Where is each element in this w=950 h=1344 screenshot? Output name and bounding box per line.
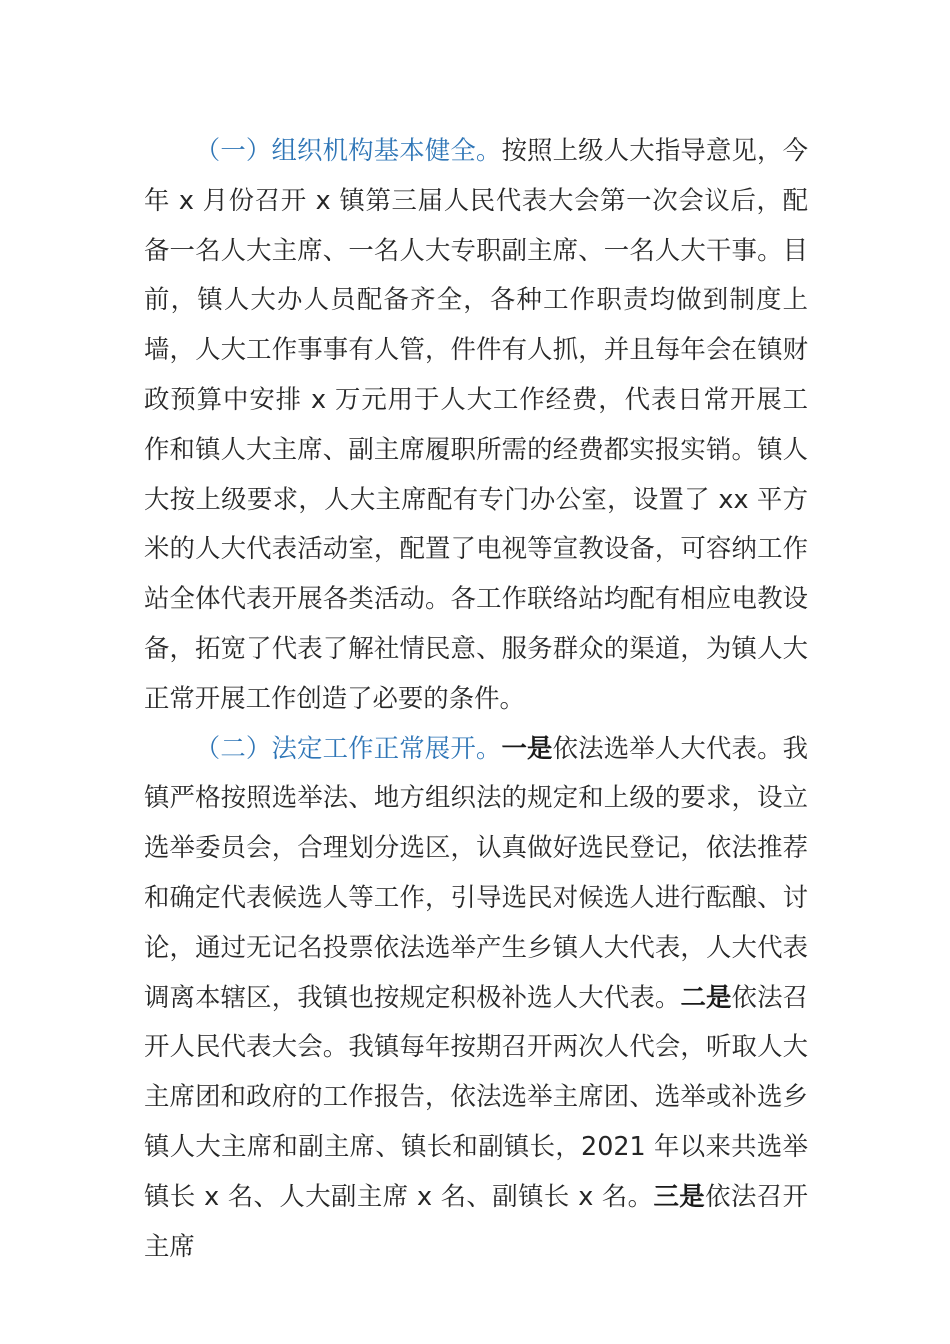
document-body bbox=[144, 126, 808, 1271]
paragraph-statutory-work bbox=[144, 724, 808, 1272]
section-heading-organization: （一）组织机构基本健全。 bbox=[194, 135, 502, 165]
paragraph-text: 依法召开主席 bbox=[144, 1180, 809, 1261]
paragraph-organization bbox=[144, 126, 808, 724]
bold-marker-first: 一是 bbox=[501, 732, 553, 763]
section-heading-statutory-work: （二）法定工作正常展开。 bbox=[194, 732, 502, 763]
paragraph-text: 依法召开人民代表大会。我镇每年按期召开两次人代会，听取人大主席团和政府的工作报告，依法选举主席团、选举或补选乡镇人大主席和副主席、镇长和副镇长，2021 年以来共选举镇长 x 名、人大副主席 x 名、副镇长 x 名。 bbox=[144, 981, 809, 1211]
bold-marker-second: 二是 bbox=[680, 981, 732, 1012]
paragraph-text: 按照上级人大指导意见，今年 x 月份召开 x 镇第三届人民代表大会第一次会议后，配备一名人大主席、一名人大专职副主席、一名人大干事。目前，镇人大办人员配备齐全，各种工作职责均做到制度上墙，人大工作事事有人管，件件有人抓，并且每年会在镇财政预算中安排 x 万元用于人大工作经费，代表日常开展工作和镇人大主席、副主席履职所需的经费都实报实销。镇人大按上级要求，人大主席配有专门办公室，设置了 xx 平方米的人大代表活动室，配置了电视等宣教设备，可容纳工作站全体代表开展各类活动。各工作联络站均配有相应电教设备，拓宽了代表了解社情民意、服务群众的渠道，为镇人大正常开展工作创造了必要的条件。 bbox=[144, 135, 809, 713]
paragraph-text: 依法选举人大代表。我镇严格按照选举法、地方组织法的规定和上级的要求，设立选举委员会，合理划分选区，认真做好选民登记，依法推荐和确定代表候选人等工作，引导选民对候选人进行酝酿、讨论，通过无记名投票依法选举产生乡镇人大代表，人大代表调离本辖区，我镇也按规定积极补选人大代表。 bbox=[144, 732, 809, 1012]
bold-marker-third: 三是 bbox=[653, 1180, 706, 1211]
